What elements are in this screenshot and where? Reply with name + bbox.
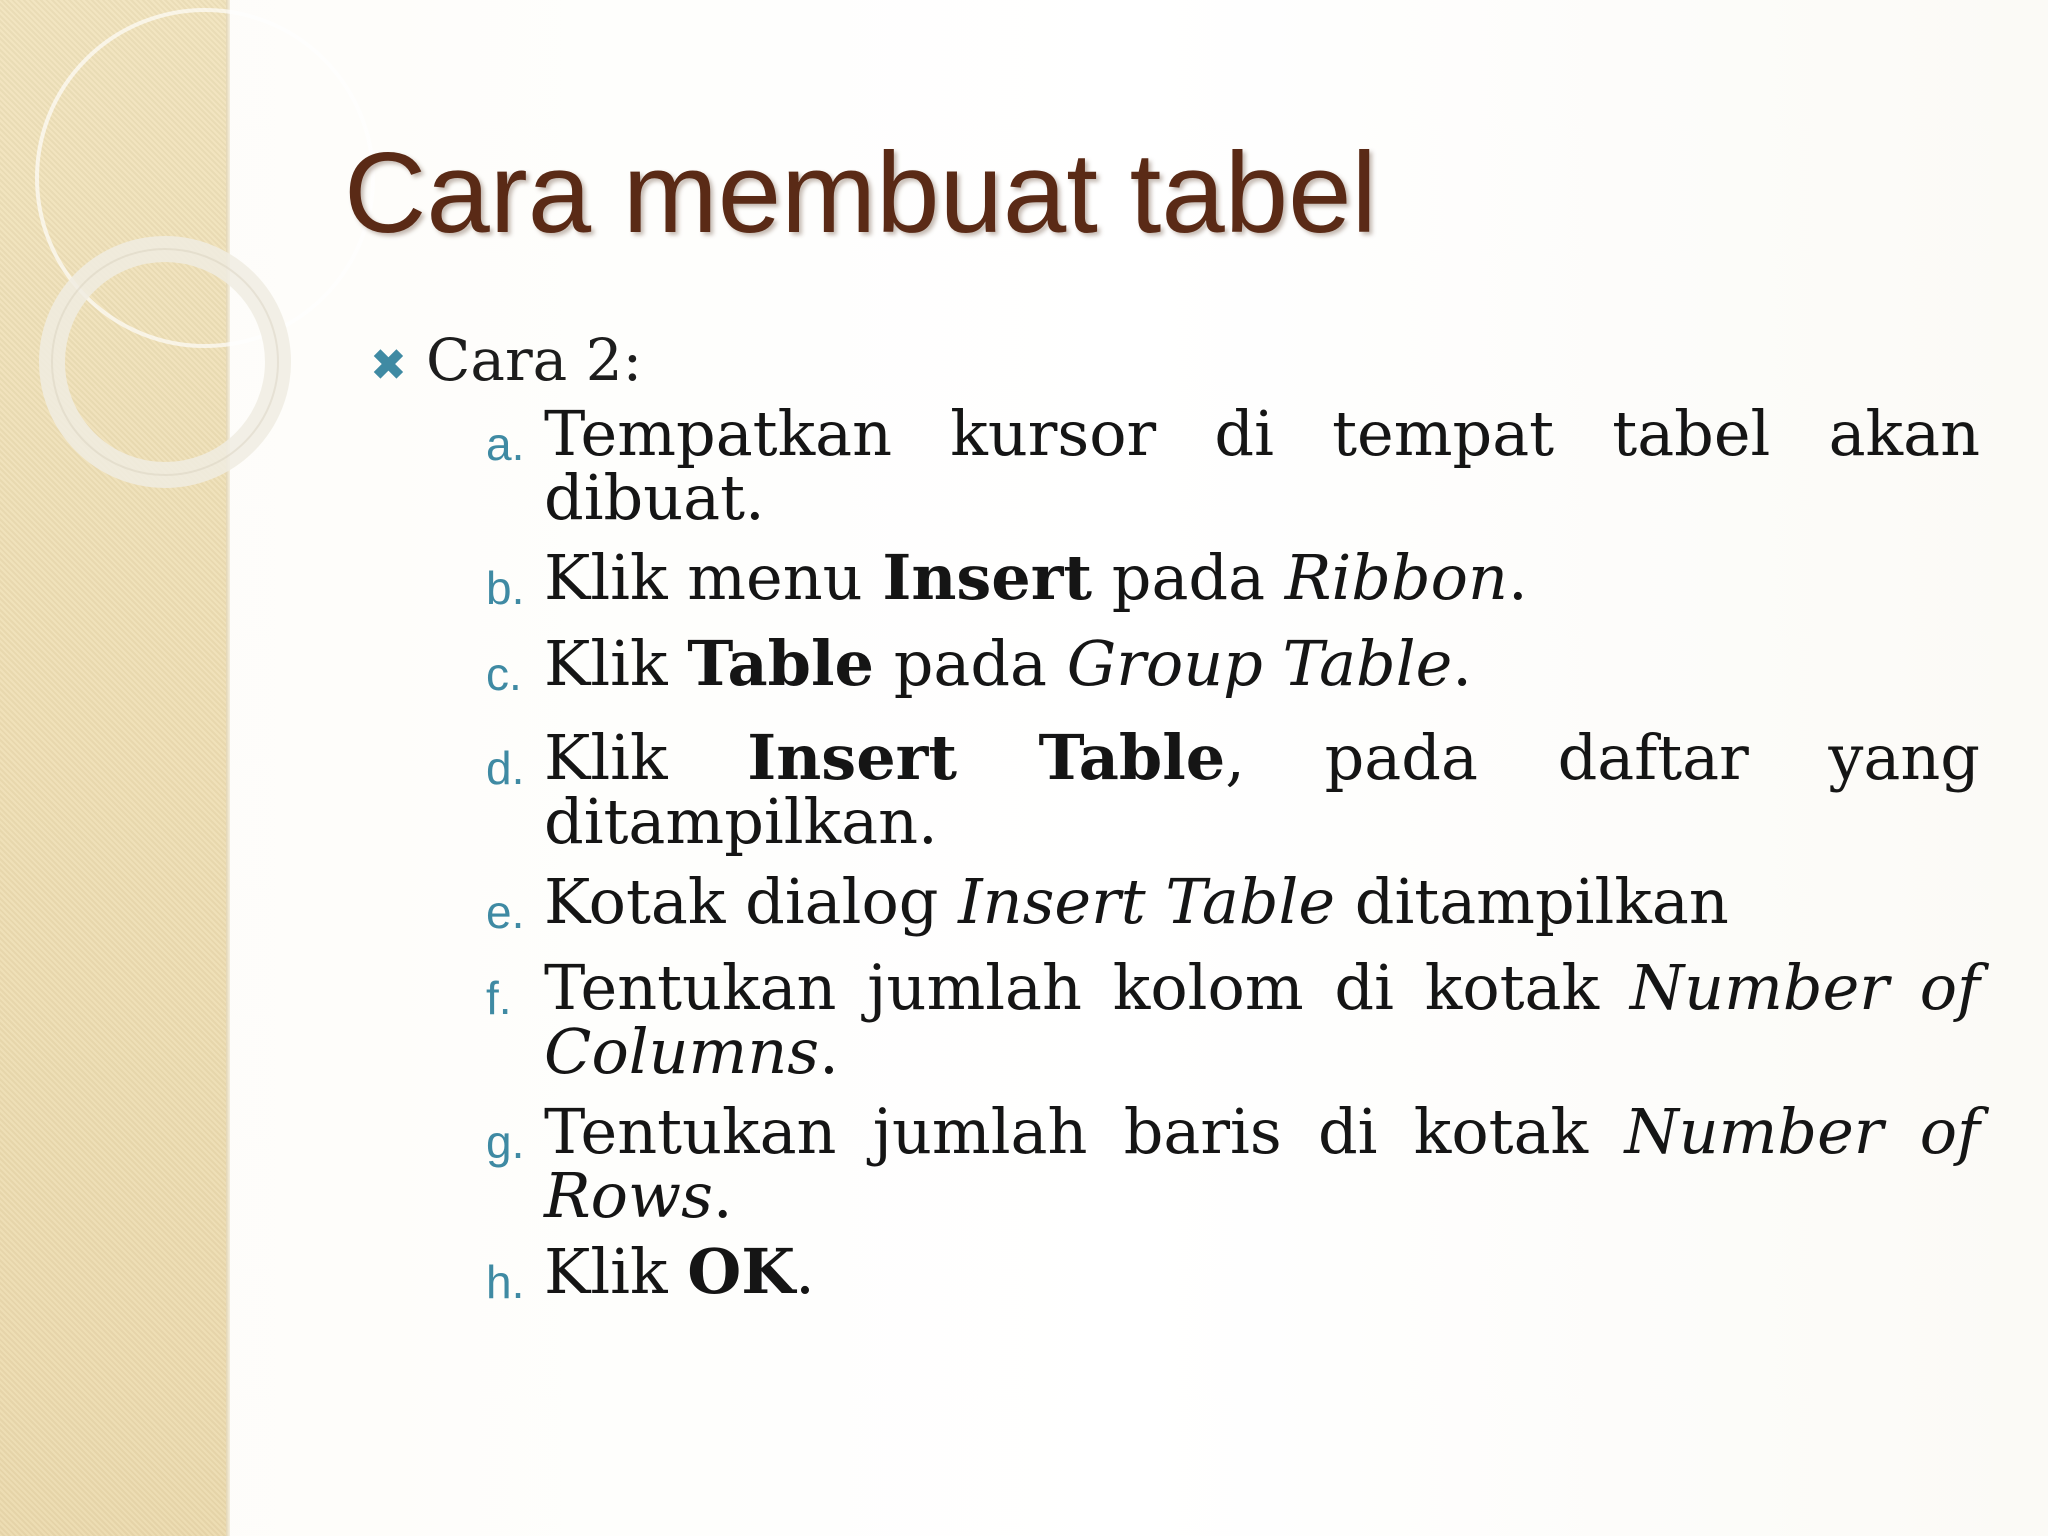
list-item (486, 721, 1980, 858)
text-segment: Number of Columns (544, 951, 1980, 1088)
list-item-text (544, 951, 1980, 1088)
list-item (486, 541, 1980, 620)
list-marker: e. (486, 886, 525, 938)
text-segment: . (712, 1159, 733, 1232)
text-segment: Insert Table (747, 721, 1226, 794)
list-marker: a. (486, 418, 525, 470)
list-marker: b. (486, 562, 525, 614)
text-segment: Insert Table (958, 865, 1336, 938)
text-segment: . (819, 1015, 839, 1088)
text-segment: Tempatkan kursor di tempat tabel akan dibuat. (544, 397, 1980, 534)
list-item-text (544, 627, 1980, 700)
list-item (486, 397, 1980, 534)
text-segment: Klik menu (544, 541, 883, 614)
text-segment: pada (874, 627, 1067, 700)
bullet-text: Cara 2: (426, 326, 643, 394)
text-segment: Group Table (1066, 627, 1453, 700)
text-segment: Insert (882, 541, 1093, 614)
list-item (486, 951, 1980, 1088)
slide-title: Cara membuat tabel (344, 130, 1377, 257)
text-segment: Number of Rows (544, 1095, 1980, 1232)
text-segment: Ribbon (1284, 541, 1508, 614)
steps-list (486, 397, 1980, 1314)
list-item (486, 1235, 1980, 1314)
text-segment: ditampilkan (1335, 865, 1729, 938)
text-segment: . (1452, 627, 1472, 700)
text-segment: Tentukan jumlah kolom di kotak (544, 951, 1630, 1024)
list-marker: f. (486, 972, 512, 1024)
list-item (486, 1095, 1980, 1232)
list-marker: h. (486, 1256, 525, 1308)
list-item-text (544, 1095, 1980, 1232)
text-segment: . (1507, 541, 1528, 614)
text-segment: Klik (544, 1235, 688, 1308)
x-bullet-icon: ✖ (370, 340, 407, 391)
list-item (486, 865, 1980, 944)
list-marker: d. (486, 742, 525, 794)
list-item-text (544, 541, 1980, 614)
text-segment: Klik (544, 627, 688, 700)
text-segment: OK (687, 1235, 796, 1308)
list-item (486, 627, 1980, 706)
list-item-text (544, 1235, 1980, 1308)
text-segment: Tentukan jumlah baris di kotak (544, 1095, 1625, 1168)
text-segment: Klik (544, 721, 748, 794)
text-segment: . (795, 1235, 815, 1308)
list-marker: c. (486, 648, 522, 700)
list-marker: g. (486, 1116, 525, 1168)
list-item-text (544, 721, 1980, 858)
text-segment: Kotak dialog (544, 865, 959, 938)
text-segment: pada (1092, 541, 1285, 614)
bullet-cara-2 (370, 326, 642, 394)
text-segment: Table (687, 627, 874, 700)
decorative-circles-icon (0, 0, 420, 560)
list-item-text (544, 865, 1980, 938)
text-segment: , pada daftar yang ditampilkan. (544, 721, 1980, 858)
list-item-text (544, 397, 1980, 534)
